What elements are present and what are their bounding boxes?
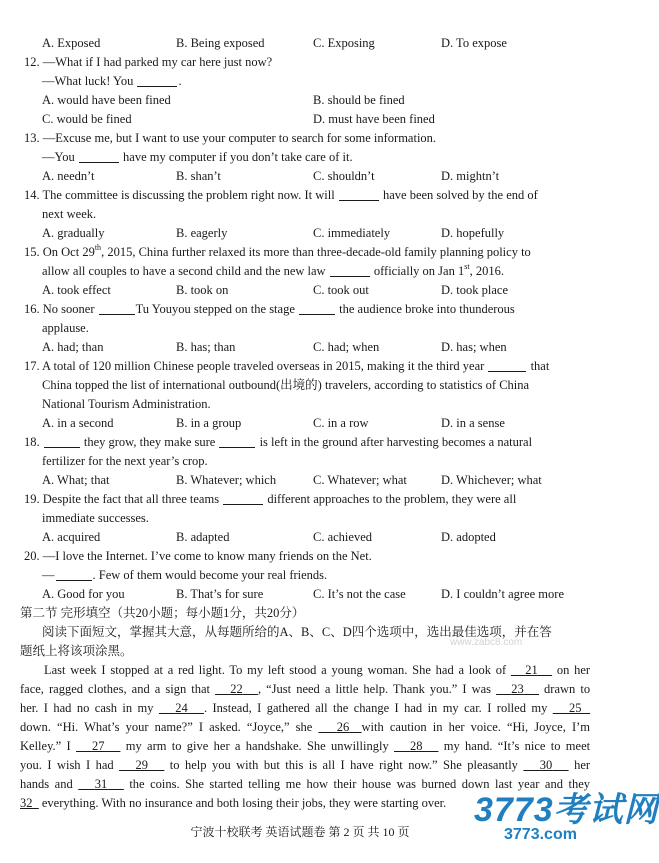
- passage-line: her. I had no cash in my 24 . Instead, I gathered all the change I had in my car. I rolled my 25: [0, 699, 600, 718]
- q12-stem: 12. —What if I had parked my car here just now?: [24, 55, 273, 69]
- q19-stem: 19. Despite the fact that all three teams different approaches to the problem, they were all: [24, 492, 517, 506]
- q13-stem: 13. —Excuse me, but I want to use your computer to search for some information.: [24, 131, 437, 145]
- q16-stem: 16. No sooner Tu Youyou stepped on the stage the audience broke into thunderous: [24, 302, 515, 316]
- q14-stem: 14. The committee is discussing the problem right now. It will have been solved by the end of: [24, 188, 538, 202]
- answer-blank: [79, 149, 119, 163]
- q16-options: A. had; than B. has; than C. had; when D. has; when: [42, 340, 507, 354]
- answer-blank: [223, 491, 263, 505]
- watermark-site: www.zabc8.com: [450, 637, 523, 648]
- blank-21: 21: [525, 663, 538, 677]
- logo-title: 3773考试网: [474, 791, 659, 829]
- passage-line: Kelley.” I 27 my arm to give her a handshake. She unwillingly 28 my hand. “It’s nice to meet: [20, 739, 591, 753]
- blank-25: 25: [569, 701, 582, 715]
- q18-stem-cont: fertilizer for the next year’s crop.: [42, 454, 208, 468]
- answer-blank: [137, 73, 177, 87]
- option: C. Exposing: [313, 36, 375, 50]
- q19-options: A. acquired B. adapted C. achieved D. adopted: [42, 530, 496, 544]
- q16-stem-cont: applause.: [42, 321, 89, 335]
- passage-line: face, ragged clothes, and a sign that 22 , “Just need a little help. Thank you.” I was 23 drawn to: [20, 682, 591, 696]
- passage-line: hands and 31 the coins. She started telling me how their house was burned down last year and they: [20, 777, 591, 791]
- q15-options: A. took effect B. took on C. took out D. took place: [42, 283, 508, 297]
- blank-23: 23: [511, 682, 524, 696]
- passage-line: 32 everything. With no insurance and both losing their jobs, they were starting over.: [20, 796, 447, 810]
- option: A. Exposed: [42, 36, 101, 50]
- q18-stem: 18. they grow, they make sure is left in the ground after harvesting becomes a natural: [24, 435, 533, 449]
- blank-31: 31: [94, 777, 108, 791]
- answer-blank: [339, 187, 379, 201]
- blank-29: 29: [135, 758, 148, 772]
- answer-blank: [44, 434, 80, 448]
- watermark-logo: [454, 782, 659, 863]
- answer-blank: [488, 358, 526, 372]
- section-title: 第二节 完形填空（共20小题；每小题1分，共20分）: [20, 606, 305, 620]
- blank-26: 26: [336, 720, 350, 734]
- option: B. Being exposed: [176, 36, 265, 50]
- q20-stem: 20. —I love the Internet. I’ve come to know many friends on the Net.: [24, 549, 372, 563]
- page-footer: 宁波十校联考 英语试题卷 第 2 页 共 10 页: [190, 825, 410, 839]
- section-instructions: 阅读下面短文，掌握其大意，从每题所给的A、B、C、D四个选项中，选出最佳选项，并在答: [42, 625, 552, 639]
- q13-reply: —You have my computer if you don’t take care of it.: [42, 150, 353, 164]
- q17-stem-cont2: National Tourism Administration.: [42, 397, 211, 411]
- q15-stem: 15. On Oct 29th, 2015, China further relaxed its more than three-decade-old family planning policy to: [24, 243, 531, 259]
- q20-options: A. Good for you B. That’s for sure C. It’s not the case D. I couldn’t agree more: [42, 587, 564, 601]
- q13-options: A. needn’t B. shan’t C. shouldn’t D. mightn’t: [42, 169, 500, 183]
- answer-blank: [299, 301, 335, 315]
- blank-27: 27: [91, 739, 105, 753]
- answer-blank: [99, 301, 135, 315]
- q18-options: A. What; that B. Whatever; which C. Whatever; what D. Whichever; what: [42, 473, 542, 487]
- logo-domain: 3773.com: [504, 826, 577, 843]
- blank-28: 28: [409, 739, 423, 753]
- q17-stem: 17. A total of 120 million Chinese people traveled overseas in 2015, making it the third year that: [24, 359, 550, 373]
- blank-30: 30: [539, 758, 553, 772]
- q19-stem-cont: immediate successes.: [42, 511, 149, 525]
- blank-32: 32: [20, 796, 33, 810]
- q20-reply: — . Few of them would become your real friends.: [42, 568, 328, 582]
- answer-blank: [56, 567, 92, 581]
- answer-blank: [330, 263, 370, 277]
- section-instructions-cont: 题纸上将该项涂黑。: [20, 644, 133, 658]
- blank-24: 24: [175, 701, 188, 715]
- passage-line: down. “Hi. What’s your name?” I asked. “Joyce,” she 26 with caution in her voice. “Hi, Joyce, I’m: [20, 720, 591, 734]
- q11-options: [0, 34, 600, 53]
- option: D. To expose: [441, 36, 507, 50]
- passage-line: you. I wish I had 29 to help you with but this is all I have right now.” She pleasantly 30 her: [20, 758, 591, 772]
- q14-options: A. gradually B. eagerly C. immediately D. hopefully: [42, 226, 505, 240]
- blank-22: 22: [230, 682, 243, 696]
- q17-stem-cont: China topped the list of international outbound(出境的) travelers, according to statistics of China: [42, 378, 530, 392]
- q12-options-row2: C. would be fined D. must have been fined: [42, 112, 435, 126]
- passage-line: Last week I stopped at a red light. To my left stood a young woman. She had a look of 21 on her: [44, 663, 591, 677]
- q12-reply: —What luck! You .: [42, 74, 182, 88]
- q14-stem-cont: next week.: [42, 207, 97, 221]
- q12-options-row1: A. would have been fined B. should be fined: [42, 93, 405, 107]
- q15-stem-cont: allow all couples to have a second child and the new law officially on Jan 1st, 2016.: [42, 262, 504, 278]
- answer-blank: [219, 434, 255, 448]
- q17-options: A. in a second B. in a group C. in a row D. in a sense: [42, 416, 505, 430]
